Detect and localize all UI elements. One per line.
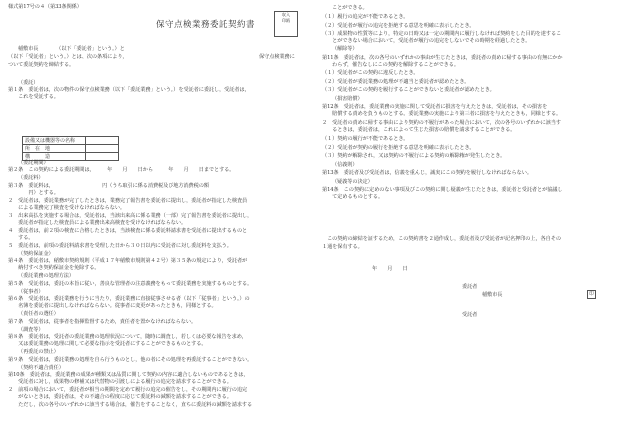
clause-line: （２）受託者が契約の履行を拒絶する意思を明確に表示したとき。 — [322, 145, 475, 151]
clause-line: （２）受託者が履行の追完を拒絶する意思を明確に表示したとき。 — [322, 23, 475, 29]
clause-line: 委託者が指定した検査員による業務出来高検査を受けなければならない。 — [8, 220, 187, 226]
clause-line: ５ 委託者は，前項の委託料請求書を受理した日から３０日以内に受託者に対し委託料を支払う。 — [8, 243, 232, 249]
clause-line: （委託料） — [18, 175, 44, 181]
property-value — [86, 153, 119, 161]
clause-line: （委託業務の処理方法） — [18, 273, 74, 279]
intro-line: 稲敷市長 （以下「委託者」という。）と — [18, 46, 125, 52]
clause-line: ２ 受託者の責めに帰する事由により契約の不履行があった場合において，次の各号のいずれかに該当す — [322, 120, 561, 126]
clause-line: ただし，次の各号のいずれかに該当する場合は，催告をすることなく，直ちに委託料の減額を請求する — [8, 402, 253, 408]
clause-line: 第２条 この契約による委託期間は， 年 月 日から 年 月 日までとする。 — [8, 167, 235, 173]
property-label: 所 在 地 — [23, 145, 86, 153]
clause-line: 又は委託業務の処理に関して必要な指示を受託者にすることができるものとする。 — [8, 341, 207, 347]
clause-line: 第８条 委託者は，受託者の委託業務の処理状況について，随時に調査し，若しくは必要な報告を求め， — [8, 334, 247, 340]
clause-line: 第13条 委託者及び受託者は，信義を重んじ，誠実にこの契約を履行しなければならない。 — [322, 170, 532, 176]
clause-line: （調査等） — [18, 327, 44, 333]
clause-line: るときは，委託者は，これによって生じた損害の賠償を請求することができる。 — [322, 127, 516, 133]
clause-line: 名簿を委託者に提出しなければならない。従事者に変更があったときも，同様とする。 — [8, 303, 217, 309]
intro-line: 保守点検業務に — [198, 54, 295, 60]
clause-line: 第４条 委託者は，稲敷市契約規則（平成１７年稲敷市規則第４２号）第３５条の規定により，受託者が — [8, 258, 248, 264]
clause-line: 第１条 委託者は，次の物件の保守点検業務（以下「委託業務」という。）を受託者に委託し，受託者は， — [8, 87, 250, 93]
clause-line: （疑義等の決定） — [332, 179, 373, 185]
document-title: 保守点検業務委託契約書 — [156, 20, 256, 30]
clause-line: （３）成果物の性質等により，特定の日時又は一定の期間内に履行しなければ契約をした目的を達するこ — [322, 31, 562, 37]
clause-line: 第11条 委託者は，次の各号のいずれかの事由が生じたときは，委託者の責めに帰する事由の有無にかか — [322, 55, 563, 61]
clause-line: 第９条 受託者は，委託業務の処理を自ら行うものとし，他の者にその処理を再委託することができない。 — [8, 357, 253, 363]
clause-line: 賠償する責めを負うものとする。委託業務の実施により第三者に損害を与えたときも，同様とする。 — [322, 111, 562, 117]
intro-line: （以下「受託者」という。）とは、次の条項により， — [8, 54, 128, 60]
clause-line: ２ 受託者は，委託業務が完了したときは，業務完了報告書を委託者に提出し，委託者が指定した検査員 — [8, 198, 248, 204]
clause-line: ３ 出来高払を実施する場合は，受託者は，当該出来高に係る業務（一部）完了報告書を委託者に提出し， — [8, 213, 253, 219]
property-table — [22, 136, 119, 161]
clause-line: ことができる。 — [332, 5, 368, 11]
clause-line: ２ 前項の場合において，委託者が相当の期間を定めて履行の追完の催告をし，その期間内に履行の追完 — [8, 387, 248, 393]
clause-line: （３）受託者がこの契約を履行することができないと委託者が認めたとき。 — [322, 87, 495, 93]
clause-line: する。 — [8, 235, 34, 241]
clause-line: 受託者に対し，成果物の修補又は代替物の引渡しによる履行の追完を請求することができる。 — [8, 379, 232, 385]
clause-line: 受託者 — [462, 312, 478, 318]
clause-line: わらず，催告なしにこの契約を解除することができる。 — [322, 62, 459, 68]
clause-line: 第10条 委託者は，委託業務の成果が種類又は品質に関して契約の内容に適合しないものであるときは， — [8, 372, 249, 378]
clause-line: 年 月 日 — [372, 266, 408, 272]
property-value — [86, 145, 119, 153]
clause-line: とができない場合において，受託者が履行の追完をしないでその時期を経過したとき。 — [322, 38, 531, 44]
clause-line: （解除等） — [332, 46, 358, 52]
left-column — [8, 0, 320, 440]
seal-mark: 印 — [587, 290, 596, 299]
clause-line: 納付すべき契約保証金を免除する。 — [8, 265, 100, 271]
clause-line: （契約不適合責任） — [18, 365, 64, 371]
stamp-box-line: 収入 — [281, 12, 291, 17]
clause-line: 第７条 受託者は，従事者を指揮監督するため，責任者を置かなければならない。 — [8, 319, 197, 325]
clause-line: （３）契約が解除され，又は契約の不履行による契約の解除権が発生したとき。 — [322, 153, 506, 159]
clause-line: （２）受託者が委託業務の処理が不適当と委託者が認めたとき。 — [322, 79, 470, 85]
property-label: 設備又は機器等の名称 — [23, 137, 86, 145]
clause-line: （委託） — [18, 80, 39, 86]
clause-line: （責任者の選任） — [18, 311, 59, 317]
revenue-stamp-box — [274, 11, 298, 37]
clause-line: ４ 委託者は，前２項の検査に合格したときは，当該検査に係る委託料請求書を受託者に提出するものと — [8, 228, 248, 234]
clause-line: （再委託の禁止） — [18, 349, 59, 355]
clause-line: （１）履行の追完が不能であるとき。 — [322, 14, 409, 20]
clause-line: 稲敷市長 — [482, 292, 503, 298]
clause-line: この契約の締結を証するため，この契約書を２通作成し，委託者及び受託者が記名押印の上，各自その — [322, 236, 561, 242]
clause-line: １通を保有する。 — [322, 244, 363, 250]
property-row — [23, 145, 119, 153]
clause-line: 第６条 受託者は，委託業務を行うに当たり，委託業務に直接従事させる者（以下「従事者」という。）の — [8, 296, 250, 302]
property-value — [86, 137, 119, 145]
property-row — [23, 137, 119, 145]
clause-line: て定めるものとする。 — [322, 194, 384, 200]
clause-line: による業務完了検査を受けなければならない。 — [8, 205, 126, 211]
clause-line: （契約保証金） — [18, 251, 54, 257]
right-column — [322, 0, 624, 440]
intro-line: ついて委託契約を締結する。 — [8, 62, 75, 68]
form-number: 様式第17号の４（第33条関係） — [8, 4, 82, 10]
clause-line: （信義則） — [332, 162, 358, 168]
clause-line: 第12条 受託者は，委託業務の実施に関して受託者に損害を与えたときは，受託者は，その損害を — [322, 104, 548, 110]
clause-line: 第３条 委託料は， 円（うち取引に係る消費税及び地方消費税の額 — [8, 183, 209, 189]
clause-line: （従事者） — [18, 289, 44, 295]
clause-line: がないときは，委託者は，その不適合の程度に応じて委託料の減額を請求することができる。 — [8, 394, 232, 400]
clause-line: （損害賠償） — [332, 96, 363, 102]
clause-line: （１）契約の履行が不能であるとき。 — [322, 136, 409, 142]
clause-line: （１）受託者がこの契約に違反したとき。 — [322, 70, 419, 76]
clause-line: 委託者 — [462, 284, 478, 290]
clause-line: 第５条 受託者は，委託の本旨に従い，善良な管理者の注意義務をもって委託業務を実施するものとする。 — [8, 281, 253, 287]
clause-line: （委託期間） — [18, 160, 49, 166]
clause-line: 第14条 この契約に定めのない事項及びこの契約に関し疑義が生じたときは，委託者と受託者とが協議し — [322, 187, 563, 193]
clause-line: 円）とする。 — [8, 190, 59, 196]
clause-line: これを受託する。 — [8, 94, 59, 100]
property-label: 構 造 — [23, 153, 86, 161]
stamp-box-line: 印紙 — [281, 18, 291, 23]
